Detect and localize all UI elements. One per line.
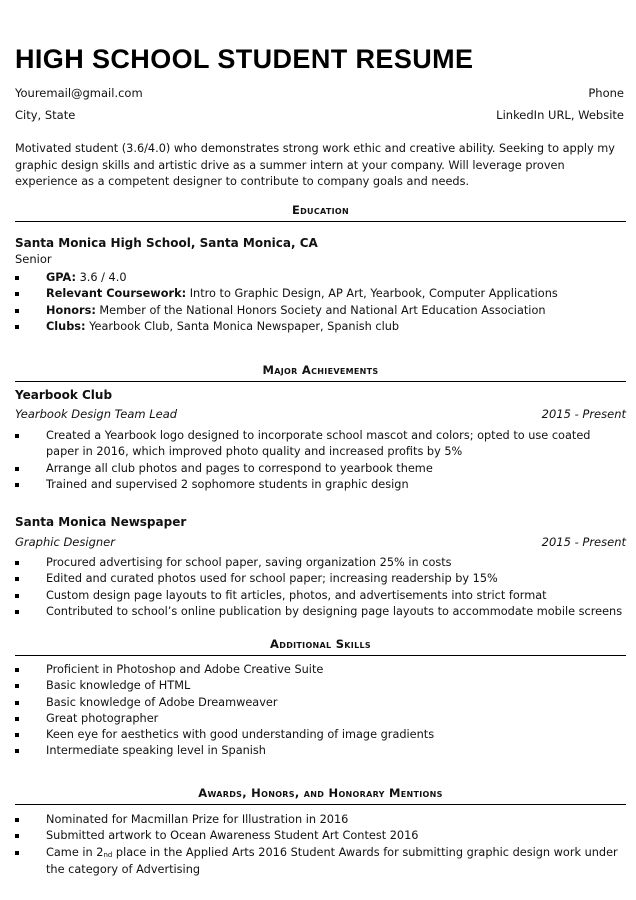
org-name-newspaper: Santa Monica Newspaper [15, 515, 187, 529]
list-item: Basic knowledge of HTML [15, 678, 626, 694]
list-item: Arrange all club photos and pages to correspond to yearbook theme [15, 461, 626, 477]
role: Graphic Designer [15, 535, 115, 549]
contact-row-2 [15, 108, 624, 122]
phone: Phone [588, 86, 624, 100]
school-name: Santa Monica High School, Santa Monica, CA [15, 236, 318, 250]
list-item: GPA: 3.6 / 4.0 [15, 270, 626, 286]
list-item: Great photographer [15, 711, 626, 727]
yearbook-bullets [15, 428, 626, 493]
links: LinkedIn URL, Website [496, 108, 624, 122]
newspaper-bullets [15, 555, 626, 620]
org-name-yearbook: Yearbook Club [15, 388, 113, 402]
education-divider [15, 221, 626, 222]
contact-row-1 [15, 86, 624, 100]
summary-paragraph: Motivated student (3.6/4.0) who demonstrates strong work ethic and creative ability. Seeking to apply my graphic design skills and artistic drive as a summer intern at your company. Will leverage proven experience as a competent designer to contribute to company goals and needs. [15, 142, 615, 188]
list-item: Edited and curated photos used for school paper; increasing readership by 15% [15, 571, 626, 587]
location: City, State [15, 108, 76, 122]
list-item: Relevant Coursework: Intro to Graphic Design, AP Art, Yearbook, Computer Applications [15, 286, 626, 302]
awards-list [15, 812, 626, 878]
list-item: Basic knowledge of Adobe Dreamweaver [15, 695, 626, 711]
list-item: Came in 2nd place in the Applied Arts 2016 Student Awards for submitting graphic design work under the category of Advertising [15, 845, 626, 879]
education-list [15, 270, 626, 335]
achievements-heading: Major Achievements [262, 363, 379, 377]
list-item: Procured advertising for school paper, saving organization 25% in costs [15, 555, 626, 571]
page-title: HIGH SCHOOL STUDENT RESUME [15, 44, 474, 74]
list-item: Proficient in Photoshop and Adobe Creative Suite [15, 662, 626, 678]
list-item: Keen eye for aesthetics with good understanding of image gradients [15, 727, 626, 743]
school-standing: Senior [15, 252, 52, 266]
awards-heading: Awards, Honors, and Honorary Mentions [198, 786, 443, 800]
role-line-yearbook [15, 407, 626, 422]
dates: 2015 - Present [541, 535, 626, 549]
role: Yearbook Design Team Lead [15, 407, 178, 421]
list-item: Contributed to school’s online publication by designing page layouts to accommodate mobile screens [15, 604, 626, 620]
list-item: Nominated for Macmillan Prize for Illustration in 2016 [15, 812, 626, 828]
skills-divider [15, 655, 626, 656]
list-item: Intermediate speaking level in Spanish [15, 743, 626, 759]
education-heading: Education [291, 203, 350, 217]
list-item: Honors: Member of the National Honors Society and National Art Education Association [15, 303, 626, 319]
email: Youremail@gmail.com [15, 86, 143, 100]
skills-heading: Additional Skills [270, 637, 371, 651]
achievements-divider [15, 381, 626, 382]
list-item: Clubs: Yearbook Club, Santa Monica Newspaper, Spanish club [15, 319, 626, 335]
skills-list [15, 662, 626, 760]
list-item: Submitted artwork to Ocean Awareness Student Art Contest 2016 [15, 828, 626, 844]
list-item: Custom design page layouts to fit articles, photos, and advertisements into strict format [15, 588, 626, 604]
awards-divider [15, 804, 626, 805]
list-item: Created a Yearbook logo designed to incorporate school mascot and colors; opted to use coated paper in 2016, which improved photo quality and increased profits by 5% [15, 428, 626, 461]
role-line-newspaper [15, 535, 626, 550]
dates: 2015 - Present [541, 407, 626, 421]
list-item: Trained and supervised 2 sophomore students in graphic design [15, 477, 626, 493]
